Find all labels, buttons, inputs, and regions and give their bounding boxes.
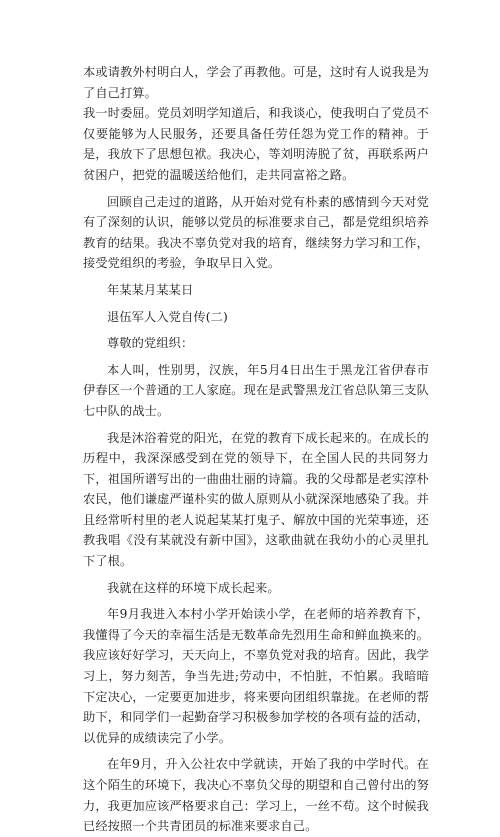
paragraph: 我是沐浴着党的阳光，在党的教育下成长起来的。在成长的历程中，我深深感受到在党的领导下，在全国人民的共同努力下，祖国所谱写出的一曲曲壮丽的诗篇。我的父母都是老实淳朴农民，他们谦虚严谨朴实的做人原则从小就深深地感染了我。并且经常听村里的老人说起某某打鬼子、解放中国的光荣事迹，还教我唱《没有某就没有新中国》，这歌曲就在我幼小的心灵里扎下了根。 [83,430,429,569]
paragraph: 年某某月某某日 [107,282,194,297]
paragraph: 尊敬的党组织： [107,336,194,351]
paragraph: 在年9月，升入公社农中学就读，开始了我的中学时代。在这个陌生的环境下，我决心不辜负父母的期望和自己曾付出的努力，我更加应该严格要求自己：学习上，一丝不苟。这个时候我已经按照一个共青团员的标准来要求自己。 [83,757,429,834]
paragraph: 退伍军人入党自传(二) [107,309,228,324]
paragraph: 我一时委屈。党员刘明学知道后，和我谈心，使我明白了党员不仅要能够为人民服务，还要具备任劳任怨为党工作的精神。于是，我放下了思想包袱。我决心，等刘明涛脱了贫，再联系两户贫困户，把党的温暖送给他们，走共同富裕之路。 [83,106,429,182]
paragraph: 本人叫，性别男，汉族，年5月4日出生于黑龙江省伊春市伊春区一个普通的工人家庭。现在是武警黑龙江省总队第三支队七中队的战士。 [83,362,429,418]
document-body [83,62,429,837]
paragraph: 我就在这样的环境下成长起来。 [107,580,280,595]
paragraph: 本或请教外村明白人，学会了再教他。可是，这时有人说我是为了自己打算。 [83,65,429,100]
paragraph: 年9月我进入本村小学开始读小学，在老师的培养教育下，我懂得了今天的幸福生活是无数革命先烈用生命和鲜血换来的。我应该好好学习，天天向上，不辜负党对我的培育。因此，我学习上，努力刻苦，争当先进;劳动中，不怕脏，不怕累。我暗暗下定决心，一定要更加进步，将来要向团组织靠拢。在老师的帮助下，和同学们一起勤奋学习积极参加学校的各项有益的活动，以优异的成绩读完了小学。 [83,607,429,745]
paragraph: 回顾自己走过的道路，从开始对党有朴素的感情到今天对党有了深刻的认识，能够以党员的标准要求自己，都是党组织培养教育的结果。我决不辜负党对我的培育，继续努力学习和工作，接受党组织的考验，争取早日入党。 [83,194,429,271]
